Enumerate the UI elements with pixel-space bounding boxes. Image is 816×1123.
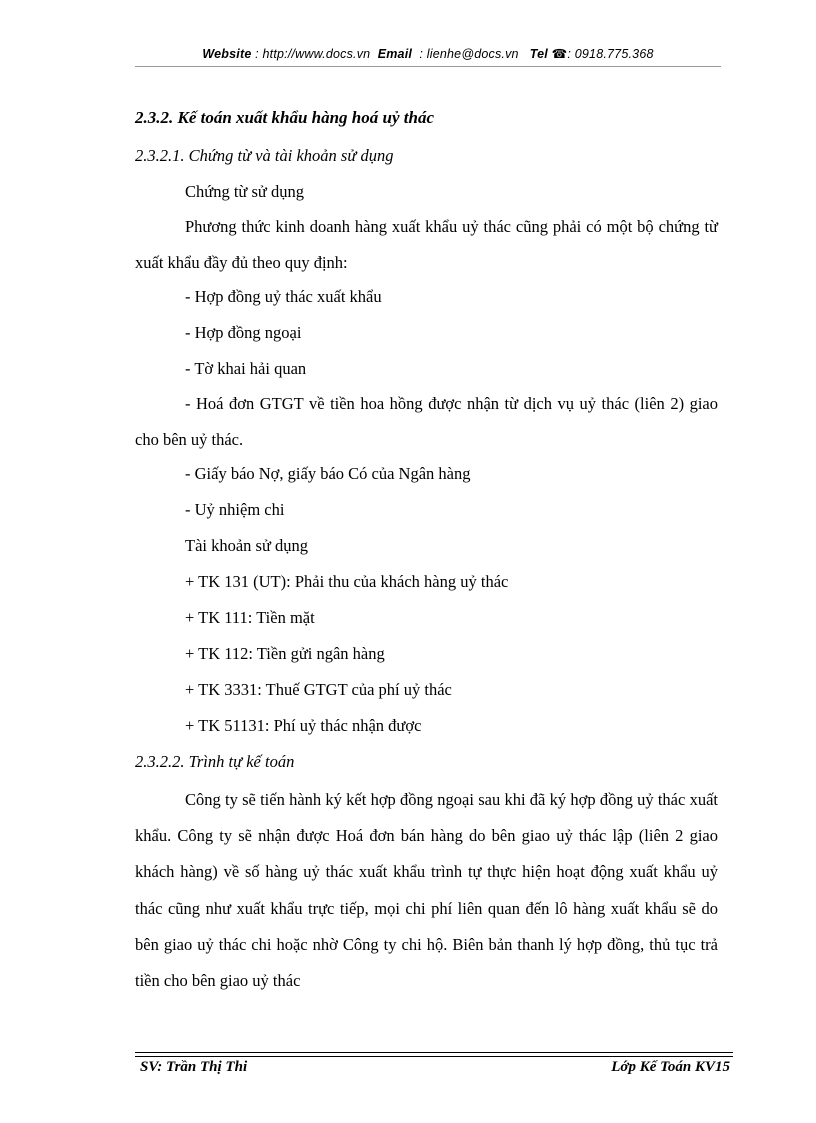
account-item: + TK 131 (UT): Phải thu của khách hàng uỷ thác (185, 572, 509, 591)
website-label: Website (202, 47, 252, 61)
phone-icon: ☎ (551, 47, 568, 61)
doc-item: - Tờ khai hải quan (185, 359, 307, 378)
doc-item: - Giấy báo Nợ, giấy báo Có của Ngân hàng (185, 464, 471, 483)
tel-value: : 0918.775.368 (567, 47, 654, 61)
footer-student: SV: Trần Thị Thi (140, 1059, 248, 1075)
procedure-paragraph: Công ty sẽ tiến hành ký kết hợp đồng ngoại sau khi đã ký hợp đồng uỷ thác xuất khẩu. Công ty sẽ nhận được Hoá đơn bán hàng do bên giao uỷ thác lập (liên 2 giao khách hàng) về số hàng uỷ thác xuất khẩu trình tự thực hiện hoạt động xuất khẩu uỷ thác cũng như xuất khẩu trực tiếp, mọi chi phí liên quan đến lô hàng xuất khẩu sẽ do bên giao uỷ thác chi hoặc nhờ Công ty chi hộ. Biên bản thanh lý hợp đồng, thủ tục trả tiền cho bên giao uỷ thác (135, 790, 718, 991)
header-divider (135, 66, 721, 67)
accounts-heading: Tài khoản sử dụng (185, 536, 309, 555)
account-item: + TK 112: Tiền gửi ngân hàng (185, 644, 385, 663)
footer-divider (135, 1052, 733, 1053)
section-title: 2.3.2. Kế toán xuất khẩu hàng hoá uỷ thác (135, 108, 434, 127)
tel-label: Tel (529, 47, 548, 61)
account-item: + TK 51131: Phí uỷ thác nhận được (185, 716, 422, 735)
docs-intro-paragraph: Phương thức kinh doanh hàng xuất khẩu uỷ thác cũng phải có một bộ chứng từ xuất khẩu đầy đủ theo quy định: (135, 217, 718, 273)
email-label: Email (377, 47, 413, 61)
doc-item-invoice: - Hoá đơn GTGT về tiền hoa hồng được nhận từ dịch vụ uỷ thác (liên 2) giao cho bên uỷ thác. (135, 394, 718, 450)
docs-heading: Chứng từ sử dụng (185, 182, 304, 201)
account-item: + TK 111: Tiền mặt (185, 608, 315, 627)
website-value: : http://www.docs.vn (255, 47, 371, 61)
account-item: + TK 3331: Thuế GTGT của phí uỷ thác (185, 680, 452, 699)
subsection-title-1: 2.3.2.1. Chứng từ và tài khoản sử dụng (135, 146, 394, 165)
footer-class: Lớp Kế Toán KV15 (611, 1059, 730, 1075)
email-value: : lienhe@docs.vn (419, 47, 519, 61)
doc-item: - Hợp đồng ngoại (185, 323, 302, 342)
doc-item: - Uỷ nhiệm chi (185, 500, 285, 519)
doc-item: - Hợp đồng uỷ thác xuất khẩu (185, 287, 382, 306)
footer-divider-thin (135, 1056, 733, 1057)
page-header (135, 46, 721, 61)
subsection-title-2: 2.3.2.2. Trình tự kế toán (135, 752, 295, 771)
